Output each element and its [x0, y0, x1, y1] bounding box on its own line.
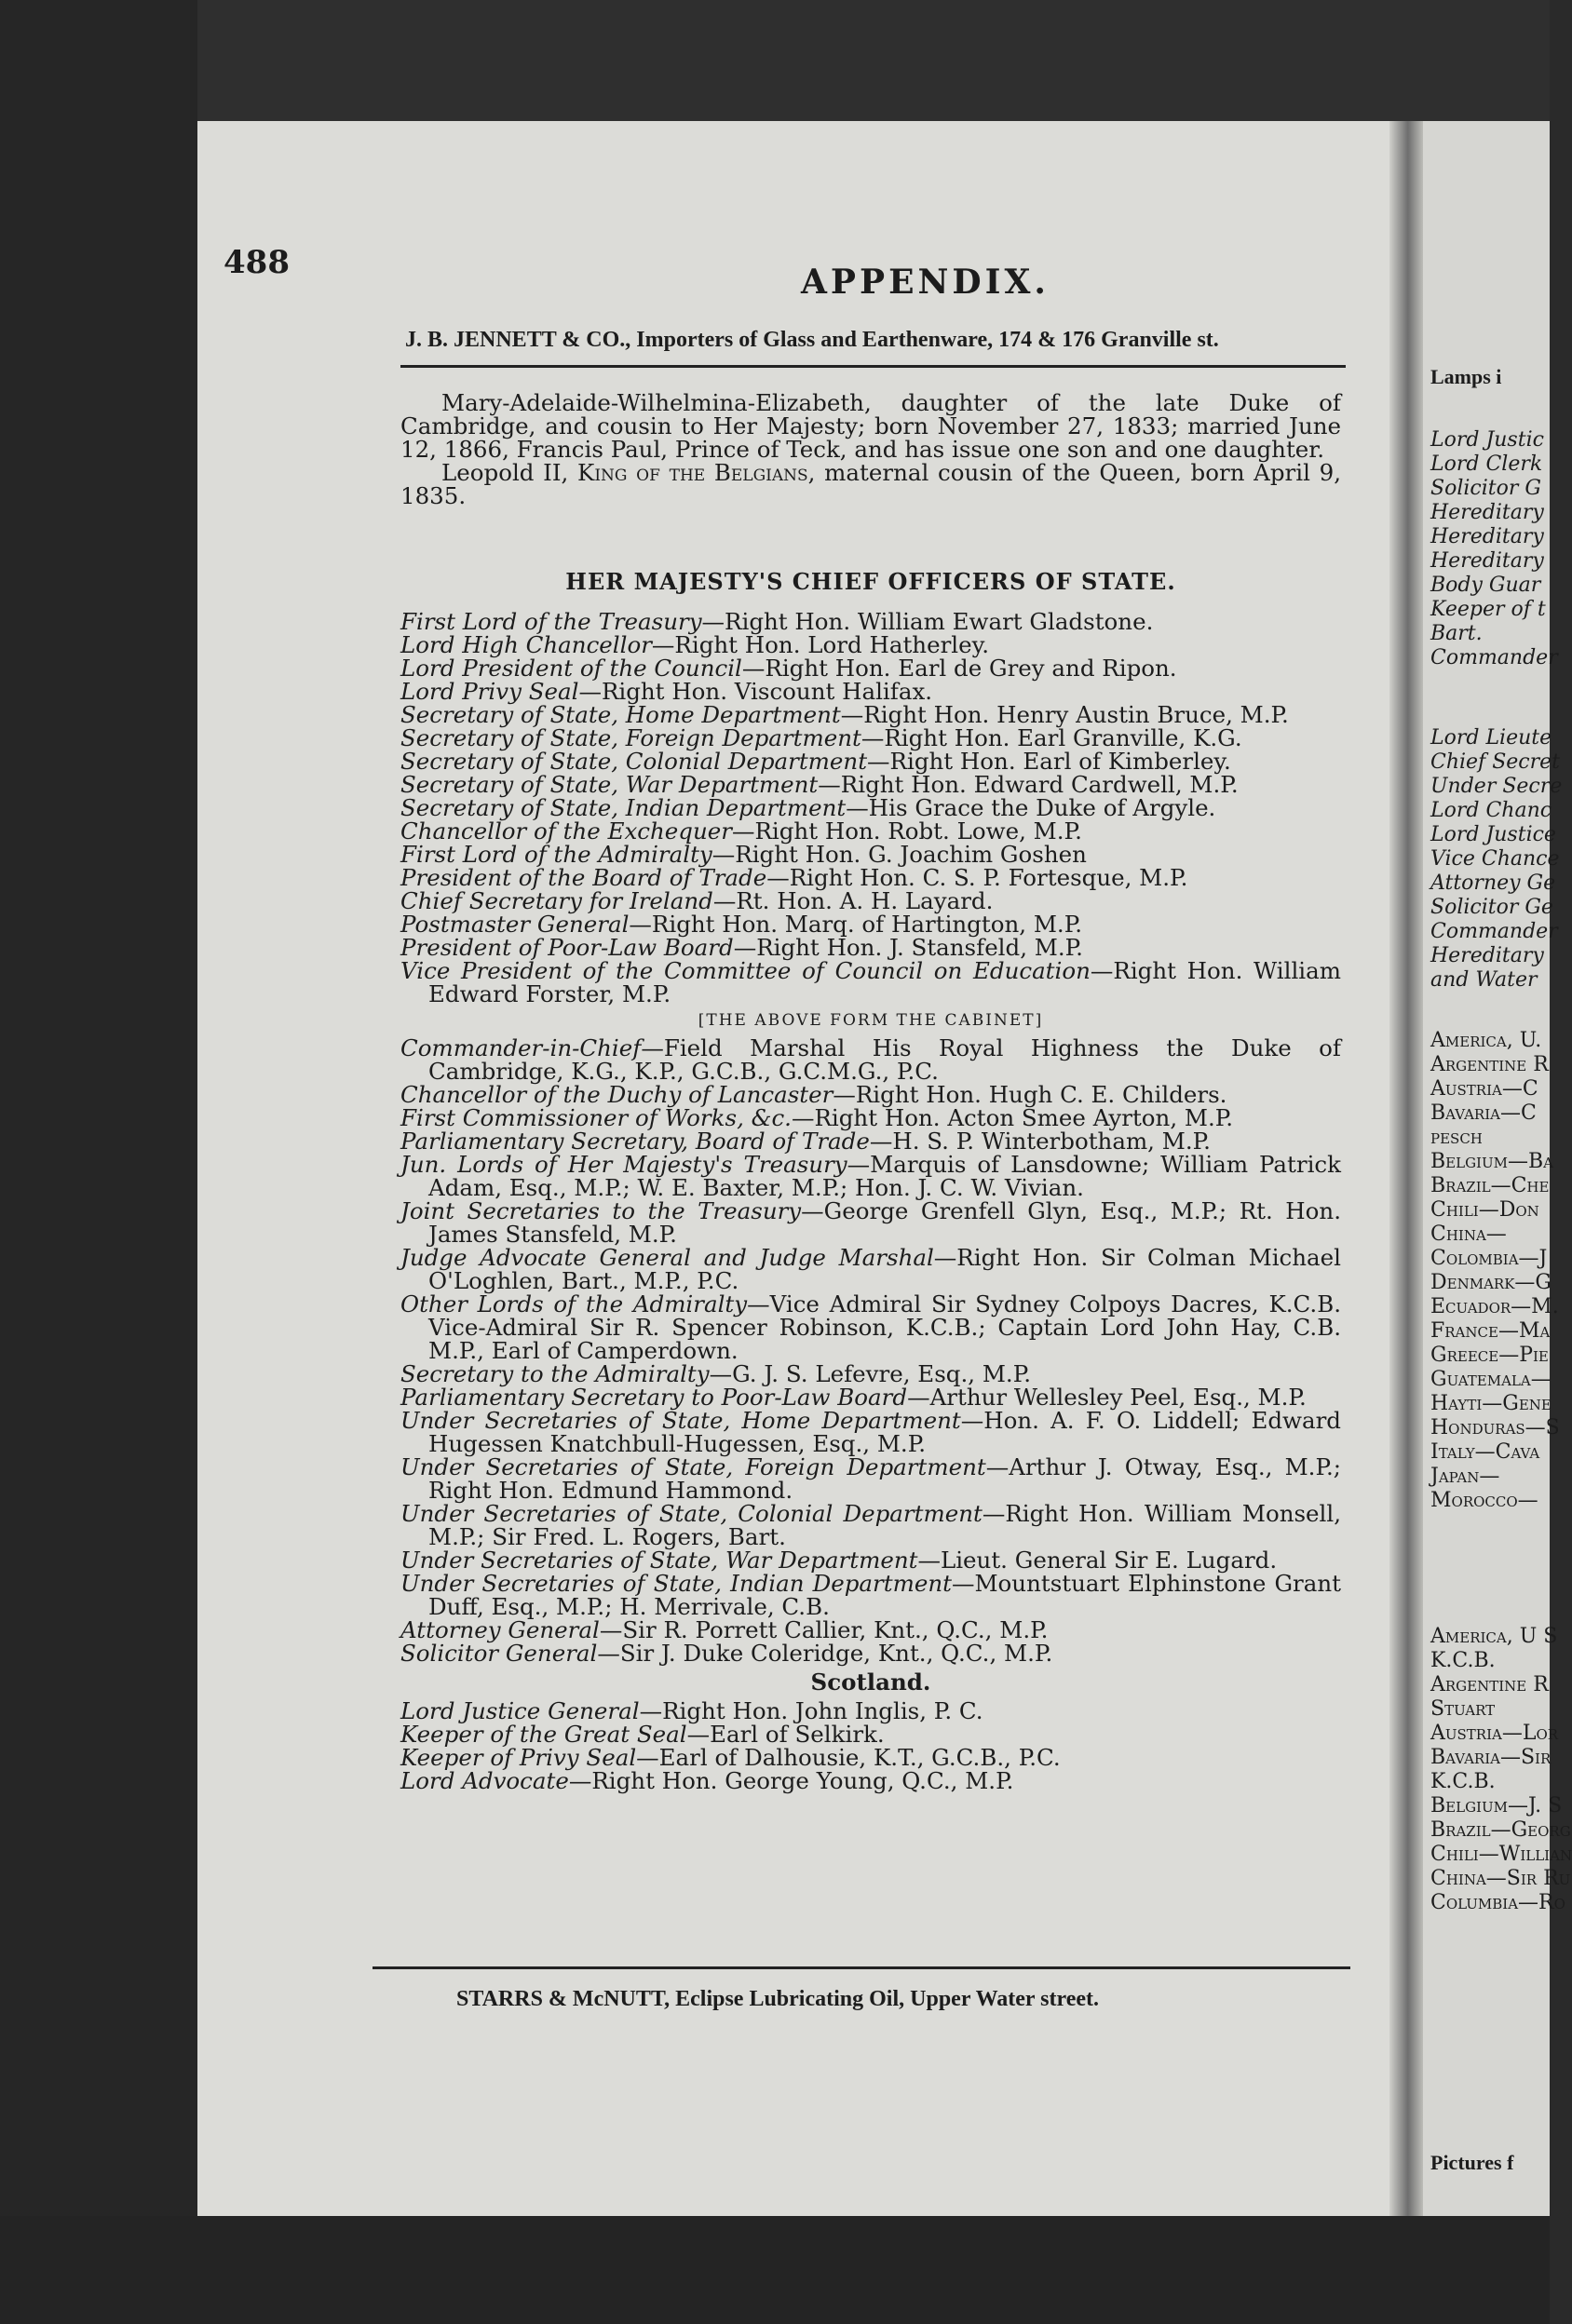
officer-entry [400, 1036, 1341, 1083]
officer-role: Secretary of State, Home Department [400, 701, 841, 728]
officer-holder: —Right Hon. Viscount Halifax. [578, 678, 933, 705]
officer-entry [400, 1362, 1341, 1385]
next-page-line: Keeper of t [1430, 598, 1546, 621]
intro-p2-rest: maternal cousin of the Queen, born April 9, 1835. [400, 459, 1341, 509]
officer-role: Lord Privy Seal [400, 678, 579, 705]
next-page-line: Commander [1430, 646, 1558, 669]
officer-holder: —Right Hon. Robt. Lowe, M.P. [731, 817, 1082, 844]
officer-holder: —Right Hon. Earl Granville, K.G. [861, 724, 1242, 751]
next-page-line: Lord Justic [1430, 428, 1544, 452]
next-page-line: Brazil—Che [1430, 1174, 1550, 1197]
officer-entry [400, 656, 1341, 680]
next-page-line: Lord Lieute [1430, 726, 1552, 750]
officer-entry [400, 1153, 1341, 1199]
officer-role: Parliamentary Secretary, Board of Trade [400, 1128, 870, 1155]
officer-role: Vice President of the Committee of Council on Education [400, 957, 1091, 984]
officer-role: First Lord of the Treasury [400, 608, 702, 635]
next-page-line: Commander [1430, 920, 1558, 943]
officer-entry [400, 1769, 1341, 1792]
header-advertisement: J. B. JENNETT & CO., Importers of Glass and Earthenware, 174 & 176 Granville st. [405, 328, 1219, 352]
intro-paragraph-1: Mary-Adelaide-Wilhelmina-Elizabeth, daughter of the late Duke of Cambridge, and cousin to Her Majesty; born November 27, 1833; married June 12, 1866, Francis Paul, Prince of Teck, and has issue one son and one daughter. [400, 389, 1341, 463]
next-page-fragment [1423, 121, 1572, 2216]
officer-role: Chief Secretary for Ireland [400, 887, 713, 914]
officer-holder: —Earl of Dalhousie, K.T., G.C.B., P.C. [636, 1744, 1061, 1771]
officer-entry [400, 750, 1341, 773]
scotland-heading: Scotland. [810, 1669, 931, 1696]
officer-holder: —Right Hon. William Edward Forster, M.P. [428, 957, 1341, 1007]
officer-entry [400, 1083, 1341, 1106]
footer-rule [373, 1966, 1350, 1969]
officer-entry [400, 1746, 1341, 1769]
officer-entry [400, 1642, 1341, 1665]
officer-holder: —Rt. Hon. A. H. Layard. [712, 887, 994, 914]
officer-entry [400, 1199, 1341, 1246]
officer-role: Chancellor of the Duchy of Lancaster [400, 1081, 833, 1108]
next-page-line: Under Secre [1430, 775, 1563, 798]
next-page-footer: Pictures f [1430, 2151, 1514, 2174]
officer-entry [400, 703, 1341, 726]
officer-holder: —George Grenfell Glyn, Esq., M.P.; Rt. Hon. James Stansfeld, M.P. [428, 1197, 1341, 1248]
next-page-line: Lord Chanc [1430, 799, 1552, 822]
scotland-list [400, 1699, 1341, 1792]
officer-entry [400, 1502, 1341, 1548]
next-page-line: K.C.B. [1430, 1649, 1496, 1672]
next-page-line: Hereditary [1430, 501, 1544, 524]
officer-entry [400, 1699, 1341, 1723]
officer-entry [400, 936, 1341, 959]
officer-holder: —Right Hon. Hugh C. E. Childers. [833, 1081, 1227, 1108]
next-page-line: Austria—C [1430, 1077, 1538, 1101]
officer-role: Under Secretaries of State, Indian Department [400, 1570, 952, 1597]
officer-role: Keeper of Privy Seal [400, 1744, 637, 1771]
officer-holder: —His Grace the Duke of Argyle. [846, 794, 1216, 821]
officer-entry [400, 1548, 1341, 1572]
next-page-line: Lord Clerk [1430, 453, 1543, 476]
officer-holder: —Hon. A. F. O. Liddell; Edward Hugessen Knatchbull-Hugessen, Esq., M.P. [428, 1407, 1341, 1457]
officer-entry [400, 889, 1341, 912]
next-page-line: Hereditary [1430, 549, 1544, 573]
officer-holder: —Right Hon. Earl de Grey and Ripon. [741, 655, 1177, 682]
officer-entry [400, 1106, 1341, 1129]
officer-entry [400, 819, 1341, 843]
next-page-line: Argentine R [1430, 1053, 1549, 1076]
next-page-line: Greece—Pie [1430, 1344, 1549, 1367]
officer-holder: —Right Hon. Lord Hatherley. [651, 631, 989, 658]
officer-role: President of Poor-Law Board [400, 934, 734, 961]
officers-list [400, 1036, 1341, 1665]
officer-role: President of the Board of Trade [400, 864, 767, 891]
scan-background-top [0, 0, 1550, 126]
next-page-line: China—Sir Ru [1430, 1867, 1571, 1890]
officer-holder: —Lieut. General Sir E. Lugard. [917, 1547, 1278, 1574]
officer-entry [400, 959, 1341, 1006]
next-page-line: Chili—Willian [1430, 1843, 1572, 1866]
officer-role: Lord Advocate [400, 1767, 569, 1794]
officer-entry [400, 1572, 1341, 1618]
officer-entry [400, 1455, 1341, 1502]
next-page-line: Japan— [1430, 1465, 1500, 1488]
intro-block [400, 391, 1341, 507]
officer-role: Secretary of State, Indian Department [400, 794, 847, 821]
page-title: APPENDIX. [801, 263, 1050, 302]
officer-holder: —Right Hon. Edward Cardwell, M.P. [818, 771, 1239, 798]
next-page-line: Ecuador—M. [1430, 1295, 1559, 1318]
officer-role: Attorney General [400, 1616, 600, 1643]
officer-holder: —Sir J. Duke Coleridge, Knt., Q.C., M.P. [597, 1640, 1053, 1667]
officer-role: Chancellor of the Exchequer [400, 817, 732, 844]
officer-entry [400, 1409, 1341, 1455]
footer-advertisement: STARRS & McNUTT, Eclipse Lubricating Oil, Upper Water street. [456, 1987, 1099, 2011]
officer-holder: —H. S. P. Winterbotham, M.P. [869, 1128, 1211, 1155]
book-gutter [1389, 121, 1423, 2216]
next-page-header: Lamps i [1430, 365, 1502, 388]
officer-role: Joint Secretaries to the Treasury [400, 1197, 802, 1224]
officer-holder: —Right Hon. G. Joachim Goshen [711, 841, 1087, 868]
officer-holder: —Right Hon. William Ewart Gladstone. [701, 608, 1154, 635]
officer-entry [400, 726, 1341, 750]
next-page-line: Hayti—Gene [1430, 1392, 1552, 1415]
intro-paragraph-2 [400, 461, 1341, 507]
officer-holder: —Sir R. Porrett Callier, Knt., Q.C., M.P. [599, 1616, 1049, 1643]
intro-p2-title: King of the Belgians, [577, 459, 816, 486]
next-page-line: America, U. [1430, 1029, 1542, 1052]
officer-role: Judge Advocate General and Judge Marshal [400, 1244, 934, 1271]
officer-entry [400, 773, 1341, 796]
officer-entry [400, 1385, 1341, 1409]
officer-role: Solicitor General [400, 1640, 598, 1667]
page-number: 488 [224, 244, 290, 281]
next-page-line: Columbia—Ro [1430, 1891, 1565, 1914]
officer-holder: —Mountstuart Elphinstone Grant Duff, Esq., M.P.; H. Merrivale, C.B. [428, 1570, 1341, 1620]
officer-holder: —Marquis of Lansdowne; William Patrick Adam, Esq., M.P.; W. E. Baxter, M.P.; Hon. J. C. W. Vivian. [428, 1151, 1341, 1201]
officer-role: Under Secretaries of State, Home Department [400, 1407, 961, 1434]
officer-role: Under Secretaries of State, War Department [400, 1547, 918, 1574]
officer-holder: —Right Hon. Sir Colman Michael O'Loghlen, Bart., M.P., P.C. [428, 1244, 1341, 1294]
next-page-line: America, U S [1430, 1625, 1558, 1648]
officer-entry [400, 1292, 1341, 1362]
next-page-line: Honduras—S [1430, 1416, 1560, 1439]
officer-entry [400, 1618, 1341, 1642]
officer-role: First Lord of the Admiralty [400, 841, 712, 868]
officer-entry [400, 912, 1341, 936]
officer-holder: —Right Hon. C. S. P. Fortesque, M.P. [766, 864, 1188, 891]
officer-role: Commander-in-Chief [400, 1034, 642, 1061]
next-page-line: Guatemala— [1430, 1368, 1552, 1391]
officer-role: Parliamentary Secretary to Poor-Law Board [400, 1384, 908, 1411]
next-page-line: Attorney Ge [1430, 872, 1556, 895]
section-heading: HER MAJESTY'S CHIEF OFFICERS OF STATE. [565, 568, 1176, 595]
next-page-line: Hereditary [1430, 944, 1544, 967]
officer-holder: —Vice Admiral Sir Sydney Colpoys Dacres, K.C.B. Vice-Admiral Sir R. Spencer Robinson, K.C.B.; Captain Lord John Hay, C.B. M.P., Earl of Camperdown. [428, 1290, 1341, 1364]
officer-holder: —Right Hon. Acton Smee Ayrton, M.P. [791, 1104, 1234, 1131]
next-page-line: France—Ma [1430, 1319, 1551, 1343]
officer-entry [400, 866, 1341, 889]
officer-holder: —Right Hon. William Monsell, M.P.; Sir Fred. L. Rogers, Bart. [428, 1500, 1342, 1550]
officer-entry [400, 610, 1341, 633]
officers-section [400, 570, 1341, 1792]
officer-holder: —Right Hon. Earl of Kimberley. [867, 748, 1231, 775]
intro-p2-prefix: Leopold II, [441, 459, 569, 486]
cabinet-list [400, 610, 1341, 1006]
next-page-line: Belgium—Ba [1430, 1150, 1553, 1173]
officer-role: Jun. Lords of Her Majesty's Treasury [400, 1151, 847, 1178]
next-page-line: Argentine R [1430, 1673, 1549, 1696]
officer-role: Lord President of the Council [400, 655, 742, 682]
officer-holder: —Earl of Selkirk. [686, 1721, 885, 1748]
officer-role: Lord Justice General [400, 1697, 640, 1724]
next-page-line: Lord Justice [1430, 823, 1556, 846]
next-page-line: Chief Secret [1430, 750, 1560, 774]
officer-entry [400, 796, 1341, 819]
officer-role: Under Secretaries of State, Colonial Department [400, 1500, 982, 1527]
officer-role: Secretary of State, War Department [400, 771, 819, 798]
next-page-line: China— [1430, 1223, 1507, 1246]
next-page-line: Italy—Cava [1430, 1440, 1540, 1464]
officer-entry [400, 1723, 1341, 1746]
officer-role: Keeper of the Great Seal [400, 1721, 687, 1748]
officer-role: Postmaster General [400, 911, 630, 938]
scan-background-left [0, 0, 197, 2324]
officer-holder: —Right Hon. John Inglis, P. C. [639, 1697, 983, 1724]
officer-entry [400, 680, 1341, 703]
officer-role: Secretary to the Admiralty [400, 1360, 710, 1387]
next-page-line: Bart. [1430, 622, 1483, 645]
officer-entry [400, 843, 1341, 866]
next-page-line: Colombia—J [1430, 1247, 1548, 1270]
next-page-line: K.C.B. [1430, 1770, 1496, 1793]
next-page-line: Vice Chance [1430, 847, 1560, 871]
cabinet-note: [THE ABOVE FORM THE CABINET] [698, 1011, 1044, 1030]
officer-role: Other Lords of the Admiralty [400, 1290, 748, 1317]
next-page-line: Body Guar [1430, 574, 1541, 597]
officer-holder: —Arthur Wellesley Peel, Esq., M.P. [907, 1384, 1307, 1411]
officer-role: Secretary of State, Foreign Department [400, 724, 861, 751]
officer-role: First Commissioner of Works, &c. [400, 1104, 792, 1131]
next-page-line: Morocco— [1430, 1489, 1538, 1512]
officer-holder: —Arthur J. Otway, Esq., M.P.; Right Hon. Edmund Hammond. [428, 1453, 1342, 1504]
officer-role: Secretary of State, Colonial Department [400, 748, 868, 775]
officer-entry [400, 1246, 1341, 1292]
officer-holder: —Right Hon. George Young, Q.C., M.P. [568, 1767, 1014, 1794]
officer-holder: —Field Marshal His Royal Highness the Duke of Cambridge, K.G., K.P., G.C.B., G.C.M.G., P.C. [428, 1034, 1341, 1085]
next-page-line: Chili—Don [1430, 1198, 1539, 1222]
officer-role: Lord High Chancellor [400, 631, 652, 658]
officer-role: Under Secretaries of State, Foreign Department [400, 1453, 986, 1480]
next-page-line: and Water [1430, 968, 1538, 992]
officer-entry [400, 633, 1341, 656]
officer-holder: —Right Hon. Henry Austin Bruce, M.P. [840, 701, 1289, 728]
next-page-line: Bavaria—C [1430, 1101, 1537, 1125]
next-page-line: Solicitor Ge [1430, 896, 1553, 919]
next-page-line: Hereditary [1430, 525, 1544, 548]
scan-background-bottom [0, 2216, 1550, 2324]
officer-holder: —G. J. S. Lefevre, Esq., M.P. [709, 1360, 1031, 1387]
next-page-line: Denmark—G [1430, 1271, 1552, 1294]
next-page-line: Brazil—Georg [1430, 1818, 1571, 1842]
officer-entry [400, 1129, 1341, 1153]
officer-holder: —Right Hon. J. Stansfeld, M.P. [733, 934, 1083, 961]
next-page-line: Solicitor G [1430, 477, 1541, 500]
next-page-line: pesch [1430, 1126, 1483, 1149]
next-page-line: Stuart [1430, 1697, 1496, 1721]
officer-holder: —Right Hon. Marq. of Hartington, M.P. [629, 911, 1083, 938]
next-page-line: Belgium—J. S [1430, 1794, 1563, 1817]
header-rule [400, 365, 1346, 368]
next-page-line: Bavaria—Sir [1430, 1746, 1552, 1769]
next-page-line: Austria—Lor [1430, 1722, 1559, 1745]
